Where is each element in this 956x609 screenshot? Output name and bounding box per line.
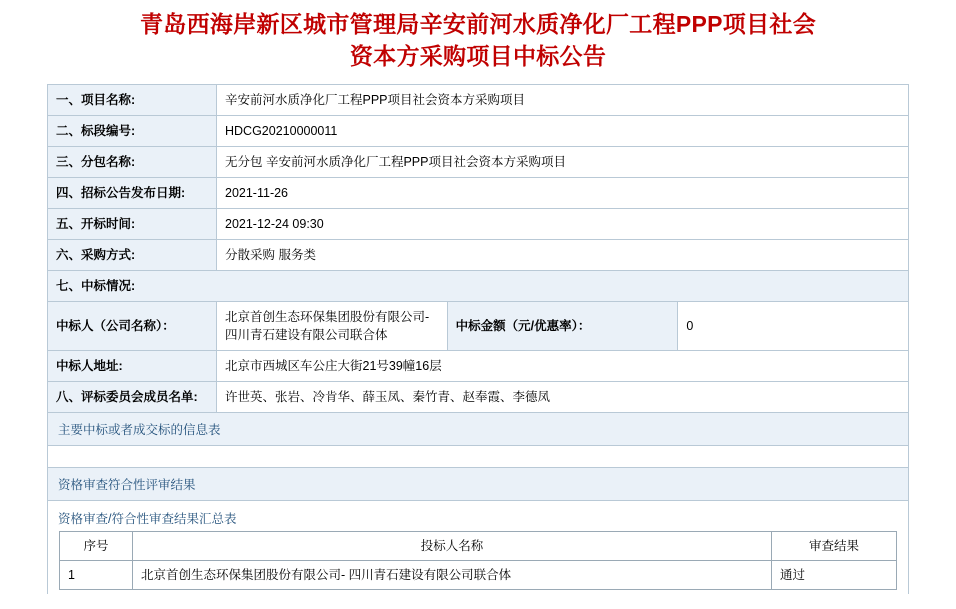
field-value-amount: 0 — [678, 302, 909, 351]
field-value-package-name: 无分包 辛安前河水质净化厂工程PPP项目社会资本方采购项目 — [217, 147, 909, 178]
column-header-result: 审查结果 — [772, 532, 897, 561]
section-heading-award: 七、中标情况: — [48, 271, 909, 302]
cell-no: 1 — [60, 561, 133, 590]
field-label-project-name: 一、项目名称: — [48, 85, 217, 116]
table-row — [48, 116, 909, 147]
field-label-publish-date: 四、招标公告发布日期: — [48, 178, 217, 209]
field-value-project-name: 辛安前河水质净化厂工程PPP项目社会资本方采购项目 — [217, 85, 909, 116]
field-value-winner: 北京首创生态环保集团股份有限公司- 四川青石建设有限公司联合体 — [217, 302, 448, 351]
field-label-package-name: 三、分包名称: — [48, 147, 217, 178]
table-row — [48, 85, 909, 116]
field-label-committee: 八、评标委员会成员名单: — [48, 382, 217, 413]
table-header-row — [60, 532, 897, 561]
field-label-section-number: 二、标段编号: — [48, 116, 217, 147]
subsection-qualification-result: 资格审查符合性评审结果 — [47, 468, 909, 501]
subsection-main-info: 主要中标或者成交标的信息表 — [47, 413, 909, 446]
field-value-section-number: HDCG20210000011 — [217, 116, 909, 147]
field-label-winner: 中标人（公司名称）： — [48, 302, 217, 351]
field-value-committee: 许世英、张岩、冷肯华、薛玉凤、秦竹青、赵奉霞、李德凤 — [217, 382, 909, 413]
cell-result: 通过 — [772, 561, 897, 590]
spacer-row — [47, 446, 909, 468]
field-label-bid-open-time: 五、开标时间: — [48, 209, 217, 240]
table-row — [48, 382, 909, 413]
field-value-publish-date: 2021-11-26 — [217, 178, 909, 209]
column-header-bidder-name: 投标人名称 — [133, 532, 772, 561]
table-row — [48, 147, 909, 178]
table-row — [48, 351, 909, 382]
page-title-line-1: 青岛西海岸新区城市管理局辛安前河水质净化厂工程PPP项目社会 — [139, 11, 817, 37]
field-label-winner-address: 中标人地址: — [48, 351, 217, 382]
table-row — [48, 209, 909, 240]
field-value-winner-address: 北京市西城区车公庄大街21号39幢16层 — [217, 351, 909, 382]
field-value-bid-open-time: 2021-12-24 09:30 — [217, 209, 909, 240]
table-row — [48, 302, 909, 351]
qualification-table — [59, 531, 897, 590]
column-header-no: 序号 — [60, 532, 133, 561]
qualification-table-title: 资格审查/符合性审查结果汇总表 — [58, 512, 237, 526]
qualification-block — [47, 501, 909, 594]
table-row — [48, 178, 909, 209]
field-label-amount: 中标金额（元/优惠率）： — [447, 302, 678, 351]
table-row — [60, 561, 897, 590]
cell-bidder-name: 北京首创生态环保集团股份有限公司- 四川青石建设有限公司联合体 — [133, 561, 772, 590]
page-title — [0, 0, 956, 78]
field-label-procurement-method: 六、采购方式: — [48, 240, 217, 271]
table-row — [48, 240, 909, 271]
field-value-procurement-method: 分散采购 服务类 — [217, 240, 909, 271]
page-title-line-2: 资本方采购项目中标公告 — [349, 43, 607, 69]
announcement-table — [47, 84, 909, 413]
table-row — [48, 271, 909, 302]
